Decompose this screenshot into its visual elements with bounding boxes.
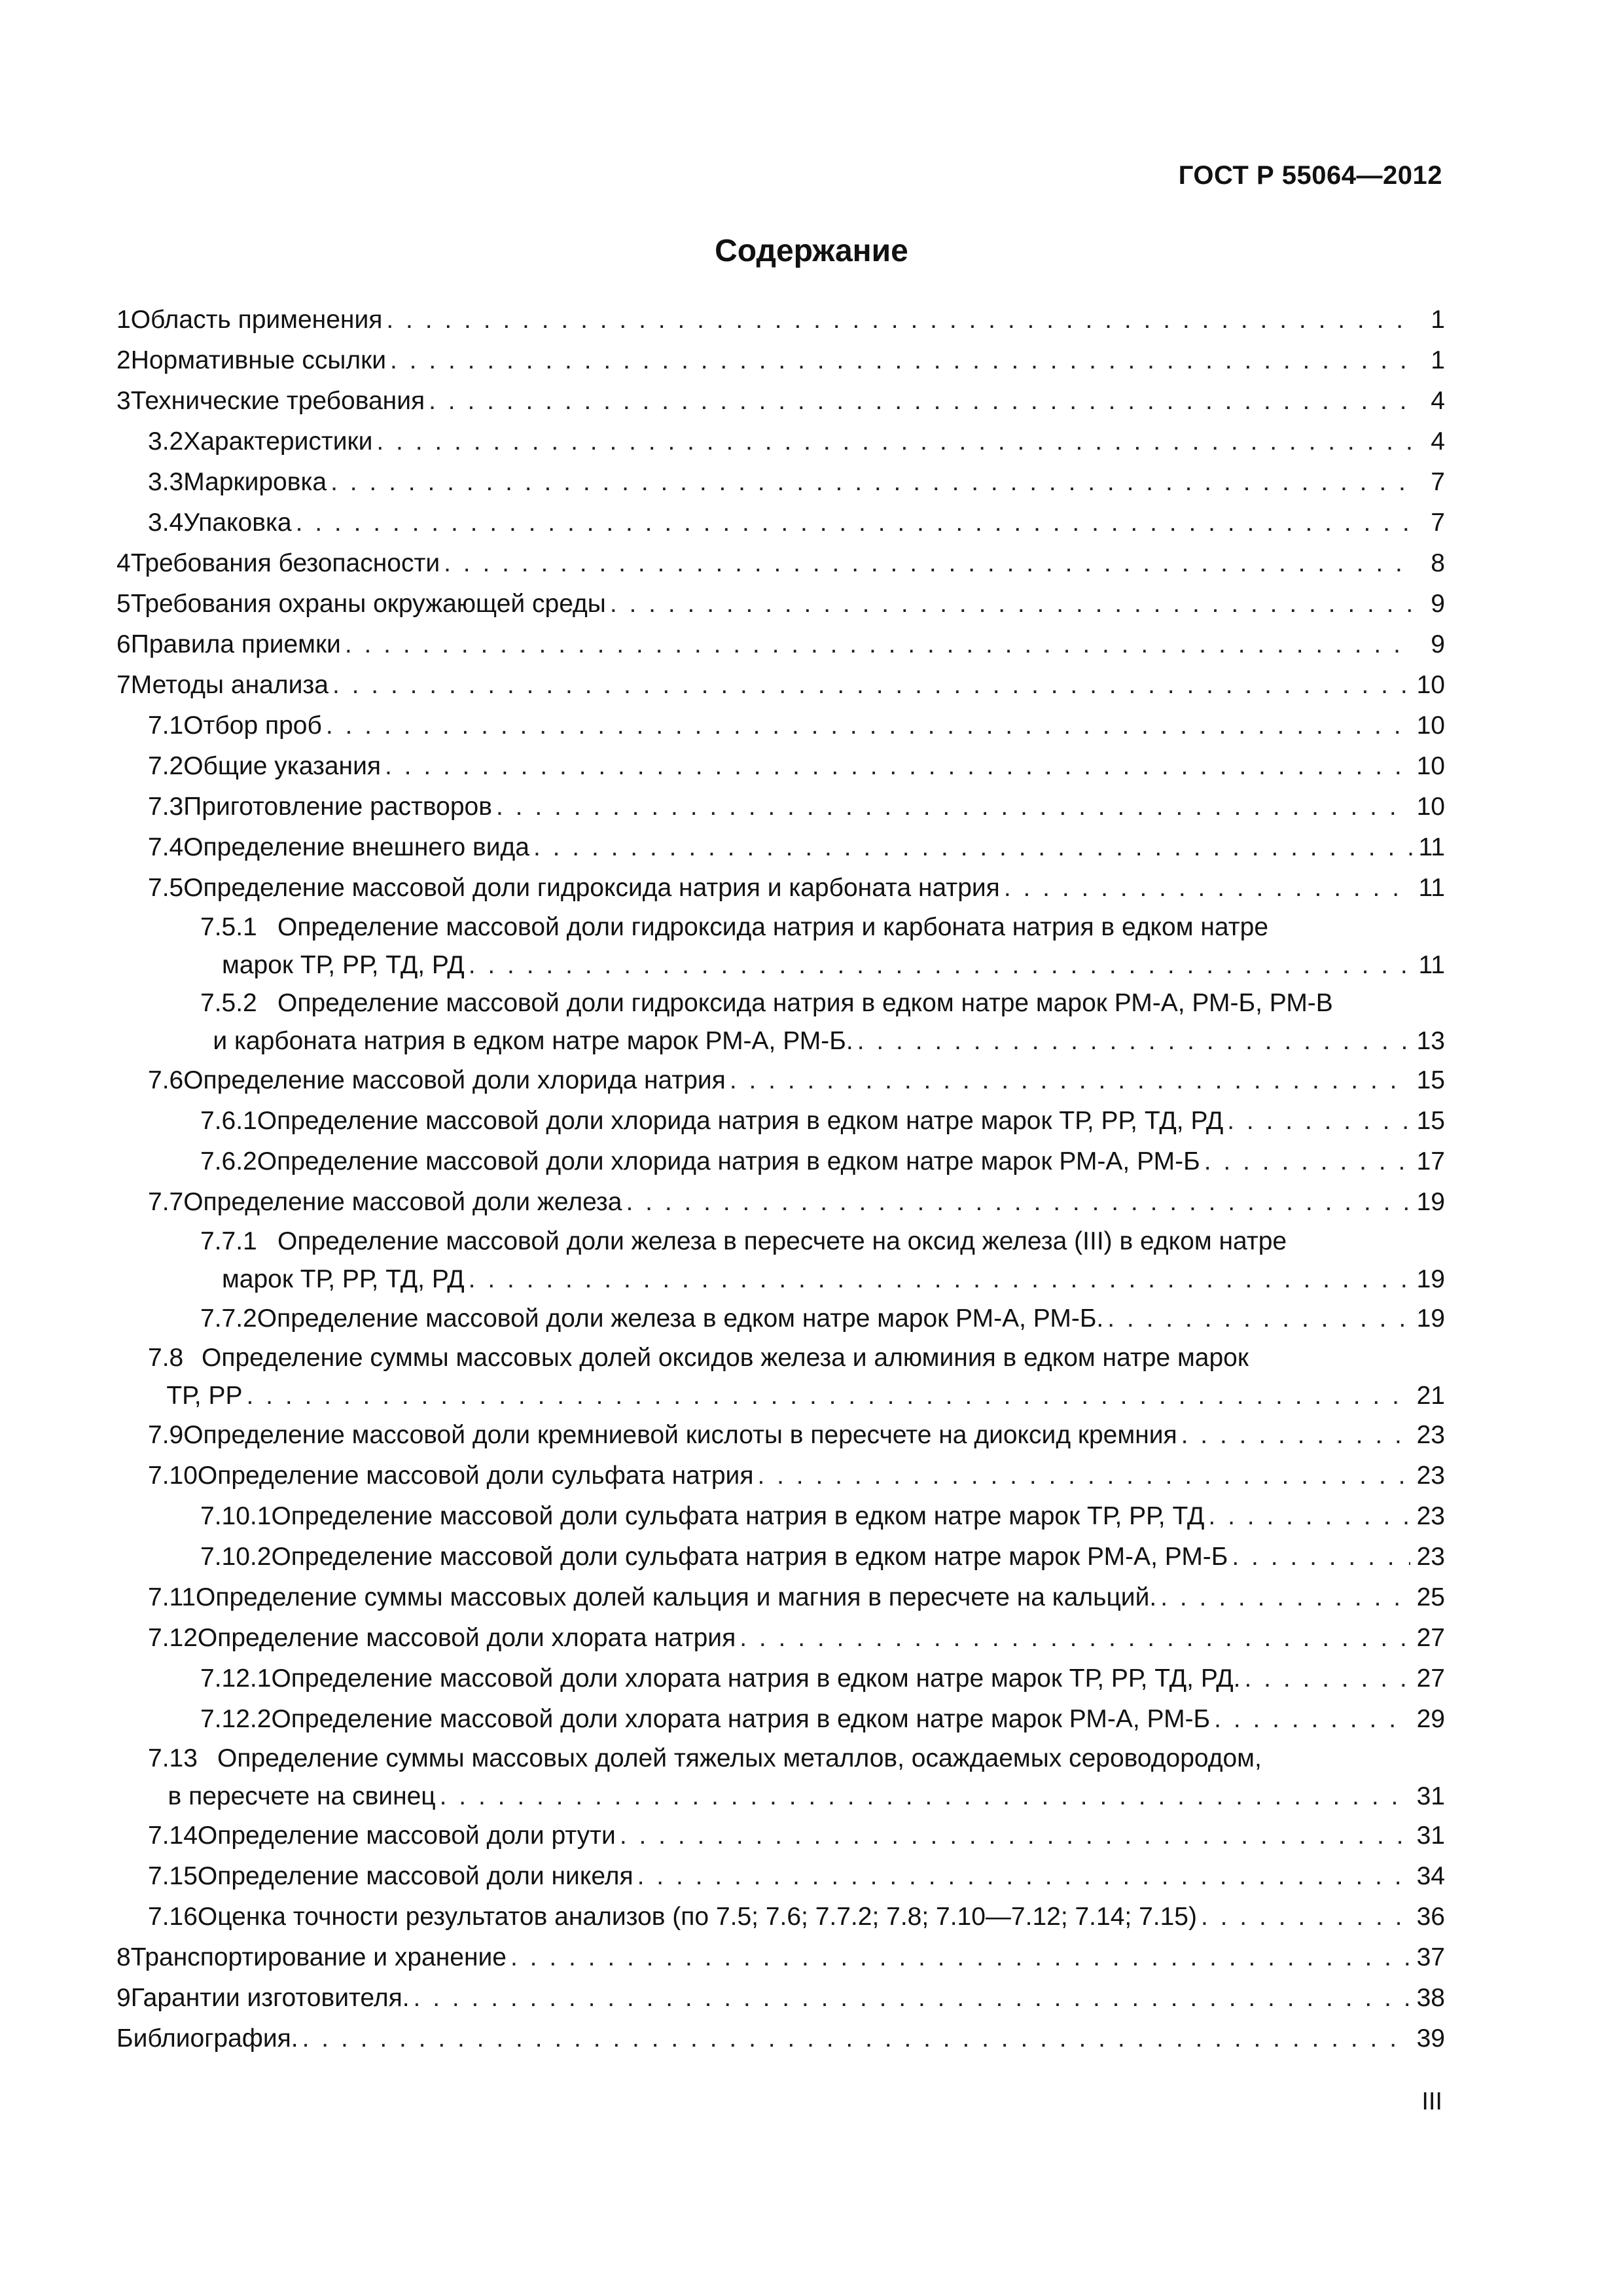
- page-title: Содержание: [715, 234, 908, 268]
- toc-entry-page: 19: [1416, 1265, 1445, 1293]
- toc-entry[interactable]: [116, 1699, 1445, 1740]
- toc-entry-number: 6: [116, 630, 131, 658]
- toc-entry-page: 11: [1418, 833, 1445, 861]
- toc-entry-page: 19: [1416, 1188, 1445, 1216]
- toc-entry-page: 1: [1431, 306, 1445, 334]
- toc-entry-page: 15: [1416, 1066, 1445, 1094]
- toc-leader-dots: [757, 1456, 1410, 1496]
- toc-entry-title: Отбор проб: [183, 711, 322, 740]
- page-number: III: [1421, 2088, 1442, 2115]
- toc-entry[interactable]: [116, 1415, 1445, 1456]
- toc-entry[interactable]: [116, 1937, 1445, 1978]
- toc-leader-dots: [510, 1937, 1410, 1978]
- toc-leader-dots: [302, 2018, 1410, 2059]
- toc-entry[interactable]: [116, 665, 1445, 706]
- toc-entry-title: Требования безопасности: [130, 549, 440, 577]
- toc-entry-number: 7.7.2: [200, 1304, 257, 1333]
- toc-entry-title: Определение массовой доли хлората натрия в едком натре марок РМ-А, РМ-Б: [271, 1705, 1211, 1733]
- toc-entry-title: Определение массовой доли кремниевой кислоты в пересчете на диоксид кремния: [183, 1421, 1177, 1449]
- toc-leader-dots: [1160, 1577, 1410, 1618]
- toc-entry-page: 23: [1416, 1502, 1445, 1530]
- toc-entry-page: 15: [1416, 1107, 1445, 1135]
- toc-entry-title: Оценка точности результатов анализов (по 7.5; 7.6; 7.7.2; 7.8; 7.10—7.12; 7.14; 7.15): [197, 1903, 1197, 1931]
- toc-leader-dots: [1245, 1659, 1410, 1699]
- toc-entry[interactable]: [116, 868, 1445, 908]
- toc-entry[interactable]: [116, 422, 1445, 462]
- toc-entry-page: 13: [1416, 1027, 1445, 1055]
- toc-entry-number: 7.12.1: [200, 1664, 272, 1693]
- toc-entry-title: Характеристики: [183, 427, 373, 456]
- toc-entry-number: 7.6: [148, 1066, 184, 1094]
- toc-entry-number: 2: [116, 346, 131, 374]
- toc-entry-page: 9: [1431, 630, 1445, 658]
- toc-entry-number: 8: [116, 1943, 131, 1971]
- toc-entry-title: Определение массовой доли хлората натрия в едком натре марок ТР, РР, ТД, РД.: [271, 1664, 1241, 1693]
- toc-entry-number: 7.6.1: [200, 1107, 257, 1135]
- toc-entry-title: Определение массовой доли сульфата натрия в едком натре марок ТР, РР, ТД: [271, 1502, 1205, 1530]
- toc-entry-title: Определение массовой доли гидроксида натрия и карбоната натрия: [183, 874, 1000, 902]
- toc-entry[interactable]: [116, 1496, 1445, 1537]
- toc-leader-dots: [1107, 1299, 1410, 1339]
- toc-entry-title: Определение суммы массовых долей тяжелых металлов, осаждаемых сероводородом,: [217, 1744, 1262, 1772]
- toc-entry-page: 11: [1418, 874, 1445, 902]
- toc-entry-title: Определение массовой доли сульфата натрия: [197, 1462, 754, 1490]
- toc-entry-page: 21: [1416, 1382, 1445, 1410]
- toc-entry-page: 10: [1416, 711, 1445, 740]
- toc-leader-dots: [740, 1618, 1410, 1659]
- toc-entry-title: Определение массовой доли гидроксида натрия и карбоната натрия в едком натре: [277, 913, 1269, 941]
- toc-entry[interactable]: [116, 462, 1445, 503]
- toc-entry[interactable]: [116, 624, 1445, 665]
- toc-entry-number: 7.12: [148, 1624, 198, 1652]
- toc-entry-number: 7.14: [148, 1821, 198, 1850]
- toc-entry-title: Определение массовой доли ртути: [197, 1821, 616, 1850]
- toc-entry-page: 1: [1431, 346, 1445, 374]
- toc-entry-number: 7.15: [148, 1862, 198, 1890]
- toc-entry-page: 11: [1418, 951, 1445, 979]
- toc-entry-title: в пересчете на свинец: [168, 1782, 436, 1810]
- toc-entry[interactable]: [116, 300, 1445, 340]
- toc-leader-dots: [469, 1261, 1410, 1299]
- toc-leader-dots: [626, 1182, 1410, 1223]
- toc-entry-number: 7.11: [148, 1583, 196, 1611]
- document-code: ГОСТ Р 55064—2012: [1178, 161, 1442, 190]
- toc-entry-number: 7.10.2: [200, 1543, 272, 1571]
- toc-entry-page: 7: [1431, 509, 1445, 537]
- toc-entry-title: и карбоната натрия в едком натре марок РМ-А, РМ-Б.: [213, 1027, 853, 1055]
- toc-leader-dots: [429, 381, 1412, 422]
- toc-leader-dots: [376, 422, 1412, 462]
- toc-entry[interactable]: [116, 584, 1445, 624]
- toc-entry-number: 7.7: [148, 1188, 184, 1216]
- toc-entry[interactable]: [116, 984, 1445, 1060]
- toc-leader-dots: [1201, 1897, 1410, 1937]
- toc-entry-number: 7.8: [148, 1344, 184, 1372]
- toc-entry-title: Методы анализа: [130, 671, 329, 699]
- toc-entry-title: Определение суммы массовых долей оксидов железа и алюминия в едком натре марок: [202, 1344, 1249, 1372]
- toc-entry-title: Определение массовой доли хлорида натрия в едком натре марок РМ-А, РМ-Б: [257, 1147, 1200, 1175]
- toc-leader-dots: [496, 787, 1410, 827]
- toc-entry-number: 7.4: [148, 833, 184, 861]
- toc-entry[interactable]: [116, 827, 1445, 868]
- toc-entry-page: 10: [1416, 752, 1445, 780]
- toc-leader-dots: [610, 584, 1412, 624]
- toc-entry-page: 4: [1431, 427, 1445, 456]
- toc-entry-page: 10: [1416, 793, 1445, 821]
- toc-entry-title: Определение массовой доли железа в пересчете на оксид железа (III) в едком натре: [277, 1227, 1287, 1255]
- toc-leader-dots: [1004, 868, 1412, 908]
- toc-entry[interactable]: [116, 1223, 1445, 1299]
- toc-entry-title: Маркировка: [183, 468, 327, 496]
- toc-entry-page: 23: [1416, 1421, 1445, 1449]
- toc-entry-title: Определение массовой доли сульфата натрия в едком натре марок РМ-А, РМ-Б: [271, 1543, 1228, 1571]
- table-of-contents: [116, 300, 1445, 2059]
- toc-entry[interactable]: [116, 706, 1445, 746]
- toc-entry-title: Технические требования: [130, 387, 425, 415]
- toc-leader-dots: [533, 827, 1412, 868]
- toc-entry-number: 7.3: [148, 793, 184, 821]
- toc-entry[interactable]: [116, 1618, 1445, 1659]
- toc-leader-dots: [1232, 1537, 1410, 1577]
- toc-entry[interactable]: [116, 1456, 1445, 1496]
- toc-entry-page: 25: [1416, 1583, 1445, 1611]
- toc-entry-title: ТР, РР: [166, 1382, 243, 1410]
- toc-entry-number: 7.1: [148, 711, 184, 740]
- toc-entry-number: 3: [116, 387, 131, 415]
- toc-entry[interactable]: [116, 1816, 1445, 1856]
- toc-entry-title: Гарантии изготовителя.: [130, 1984, 410, 2012]
- toc-entry-page: 39: [1416, 2024, 1445, 2053]
- toc-entry-title: Определение массовой доли никеля: [197, 1862, 633, 1890]
- toc-entry[interactable]: [116, 1897, 1445, 1937]
- toc-leader-dots: [1181, 1415, 1410, 1456]
- toc-leader-dots: [1214, 1699, 1410, 1740]
- toc-entry-page: 38: [1416, 1984, 1445, 2012]
- toc-entry-page: 17: [1416, 1147, 1445, 1175]
- toc-entry-title: Общие указания: [183, 752, 381, 780]
- toc-leader-dots: [1208, 1496, 1410, 1537]
- toc-entry-title: марок ТР, РР, ТД, РД: [221, 1265, 465, 1293]
- toc-entry-title: марок ТР, РР, ТД, РД: [222, 951, 465, 979]
- toc-entry[interactable]: [116, 503, 1445, 543]
- toc-entry[interactable]: [116, 1299, 1445, 1339]
- toc-leader-dots: [247, 1377, 1410, 1415]
- toc-entry-page: 31: [1416, 1821, 1445, 1850]
- toc-entry-number: 7.13: [148, 1744, 198, 1772]
- toc-entry-page: 31: [1416, 1782, 1445, 1810]
- toc-entry-page: 29: [1416, 1705, 1445, 1733]
- toc-entry-title: Определение массовой доли железа в едком натре марок РМ-А, РМ-Б.: [257, 1304, 1104, 1333]
- toc-entry-title: Определение массовой доли железа: [183, 1188, 622, 1216]
- toc-entry[interactable]: [116, 1141, 1445, 1182]
- toc-entry-page: 8: [1431, 549, 1445, 577]
- toc-entry-page: 7: [1431, 468, 1445, 496]
- toc-entry-title: Упаковка: [183, 509, 292, 537]
- toc-entry[interactable]: [116, 1182, 1445, 1223]
- toc-leader-dots: [637, 1856, 1410, 1897]
- toc-entry-number: 4: [116, 549, 131, 577]
- toc-leader-dots: [386, 300, 1412, 340]
- toc-entry[interactable]: [116, 1978, 1445, 2018]
- toc-entry-title: Определение массовой доли хлорида натрия в едком натре марок ТР, РР, ТД, РД: [257, 1107, 1224, 1135]
- toc-entry-number: 7.5.2: [200, 989, 257, 1017]
- toc-entry-number: 7.12.2: [200, 1705, 272, 1733]
- toc-entry-number: 7.9: [148, 1421, 184, 1449]
- toc-leader-dots: [326, 706, 1410, 746]
- toc-entry-title: Область применения: [130, 306, 383, 334]
- toc-entry-title: Приготовление растворов: [183, 793, 492, 821]
- toc-leader-dots: [730, 1060, 1410, 1101]
- toc-entry-title: Определение массовой доли гидроксида натрия в едком натре марок РМ-А, РМ-Б, РМ-В: [277, 989, 1333, 1017]
- toc-entry[interactable]: [116, 2018, 1445, 2059]
- toc-entry-number: 7.5: [148, 874, 184, 902]
- toc-entry-number: 7.7.1: [200, 1227, 257, 1255]
- toc-entry-page: 36: [1416, 1903, 1445, 1931]
- toc-leader-dots: [469, 946, 1412, 984]
- toc-leader-dots: [1227, 1101, 1410, 1141]
- toc-entry-title: Определение массовой доли хлорида натрия: [183, 1066, 726, 1094]
- toc-entry[interactable]: [116, 1339, 1445, 1415]
- toc-entry-title: Определение суммы массовых долей кальция и магния в пересчете на кальций.: [196, 1583, 1157, 1611]
- toc-entry-page: 34: [1416, 1862, 1445, 1890]
- toc-entry[interactable]: [116, 381, 1445, 422]
- toc-entry-title: Библиография.: [116, 2024, 298, 2053]
- toc-entry-number: 7.10.1: [200, 1502, 272, 1530]
- toc-entry[interactable]: [116, 1577, 1445, 1618]
- toc-leader-dots: [857, 1022, 1410, 1060]
- toc-entry-title: Определение внешнего вида: [183, 833, 529, 861]
- toc-entry-number: 7.10: [148, 1462, 198, 1490]
- toc-entry[interactable]: [116, 787, 1445, 827]
- toc-entry[interactable]: [116, 1740, 1445, 1816]
- toc-leader-dots: [620, 1816, 1410, 1856]
- toc-leader-dots: [385, 746, 1410, 787]
- toc-leader-dots: [330, 462, 1412, 503]
- toc-entry-page: 27: [1416, 1624, 1445, 1652]
- toc-entry-number: 7.16: [148, 1903, 198, 1931]
- toc-entry[interactable]: [116, 908, 1445, 984]
- toc-entry[interactable]: [116, 1856, 1445, 1897]
- toc-leader-dots: [332, 665, 1410, 706]
- toc-entry-number: 7.6.2: [200, 1147, 257, 1175]
- toc-leader-dots: [440, 1778, 1410, 1816]
- toc-leader-dots: [444, 543, 1412, 584]
- toc-entry-number: 1: [116, 306, 131, 334]
- toc-entry-title: Определение массовой доли хлората натрия: [197, 1624, 736, 1652]
- toc-entry-page: 10: [1416, 671, 1445, 699]
- toc-entry-title: Правила приемки: [130, 630, 341, 658]
- toc-entry-page: 4: [1431, 387, 1445, 415]
- toc-entry[interactable]: [116, 543, 1445, 584]
- toc-entry-page: 9: [1431, 590, 1445, 618]
- toc-entry-title: Требования охраны окружающей среды: [130, 590, 606, 618]
- toc-leader-dots: [1204, 1141, 1410, 1182]
- toc-entry-title: Нормативные ссылки: [130, 346, 386, 374]
- toc-entry-title: Транспортирование и хранение: [130, 1943, 507, 1971]
- toc-entry-page: 23: [1416, 1543, 1445, 1571]
- toc-entry-number: 3.2: [148, 427, 184, 456]
- toc-entry-number: 7.5.1: [200, 913, 257, 941]
- toc-leader-dots: [390, 340, 1412, 381]
- toc-entry-number: 7.2: [148, 752, 184, 780]
- toc-entry-page: 37: [1416, 1943, 1445, 1971]
- toc-entry[interactable]: [116, 1101, 1445, 1141]
- toc-entry-number: 9: [116, 1984, 131, 2012]
- toc-entry[interactable]: [116, 1659, 1445, 1699]
- toc-entry[interactable]: [116, 1060, 1445, 1101]
- toc-entry-page: 19: [1416, 1304, 1445, 1333]
- toc-entry-number: 3.4: [148, 509, 184, 537]
- toc-leader-dots: [414, 1978, 1410, 2018]
- toc-entry[interactable]: [116, 746, 1445, 787]
- toc-entry[interactable]: [116, 340, 1445, 381]
- toc-leader-dots: [296, 503, 1412, 543]
- toc-entry-page: 27: [1416, 1664, 1445, 1693]
- toc-entry[interactable]: [116, 1537, 1445, 1577]
- toc-entry-page: 23: [1416, 1462, 1445, 1490]
- toc-entry-number: 3.3: [148, 468, 184, 496]
- toc-entry-number: 5: [116, 590, 131, 618]
- toc-leader-dots: [345, 624, 1412, 665]
- toc-entry-number: 7: [116, 671, 131, 699]
